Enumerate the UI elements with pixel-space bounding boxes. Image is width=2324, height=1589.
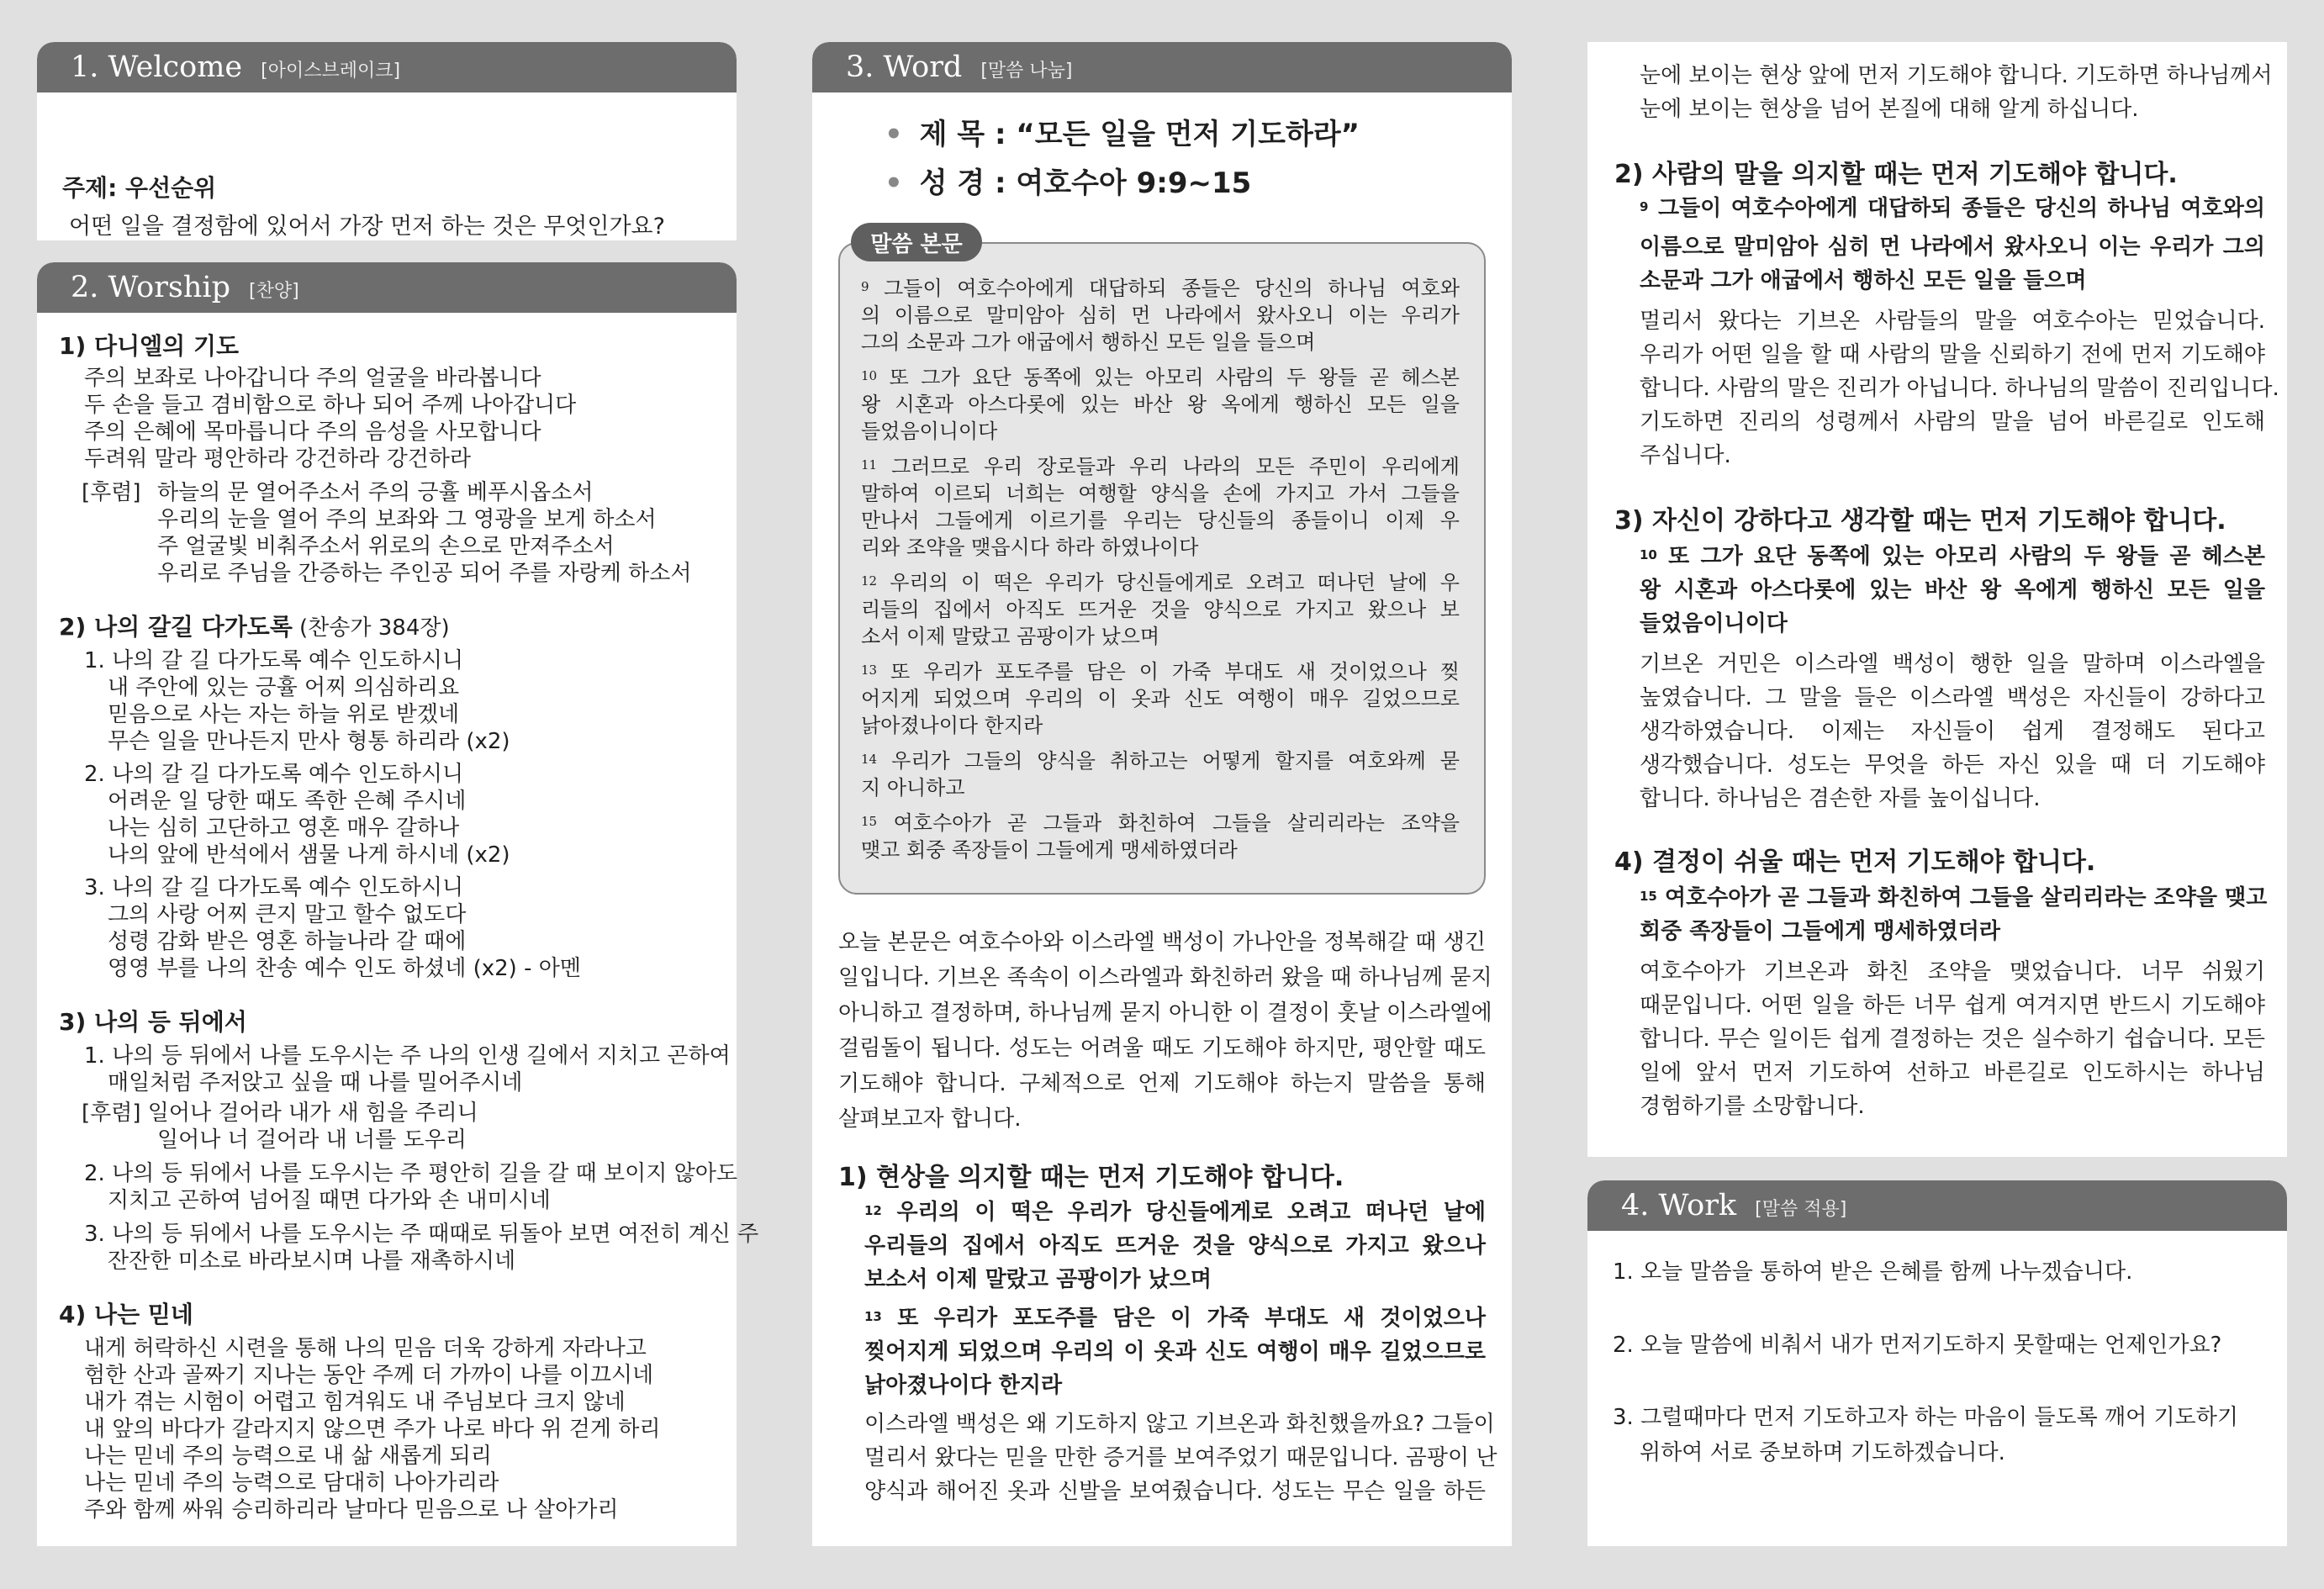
work-panel <box>1587 1180 2287 1546</box>
intro-line: 살펴보고자 합니다. <box>838 1106 1022 1132</box>
point-verse: 우리들의 집에서 아직도 뜨거운 것을 양식으로 가지고 왔으나 <box>864 1233 1486 1259</box>
point-body: 기도하면 진리의 성령께서 사람의 말을 넘어 바른길로 인도해 <box>1640 409 2265 435</box>
lyric-line: 2. 나의 갈 길 다가도록 예수 인도하시니 <box>84 762 464 787</box>
lyric-line: 3. 나의 갈 길 다가도록 예수 인도하시니 <box>84 875 464 900</box>
point-body: 생각했습니다. 성도는 무엇을 하든 자신 있을 때 더 기도해야 <box>1640 752 2265 778</box>
lyric-line: 나는 믿네 주의 능력으로 담대히 나아가리라 <box>84 1470 499 1496</box>
chorus-tag: [후렴] <box>82 480 141 505</box>
worship-subtitle: [찬양] <box>249 281 299 302</box>
point-body: 주십니다. <box>1640 443 1731 468</box>
point-body: 우리가 어떤 일을 할 때 사람의 말을 신뢰하기 전에 먼저 기도해야 <box>1640 342 2265 367</box>
point-verse <box>864 1199 1486 1226</box>
point-body: 양식과 해어진 옷과 신발을 보여줬습니다. 성도는 무슨 일을 하든 <box>864 1479 1486 1504</box>
song-title: 3) 나의 등 뒤에서 <box>59 1008 247 1036</box>
verse-text: 또 우리가 포도주를 담은 이 가죽 부대도 새 것이었으나 찢 <box>890 660 1460 684</box>
verse-line: 들었음이니이다 <box>861 420 998 443</box>
verse-number: 9 <box>1640 199 1649 214</box>
verse-line <box>861 453 1460 480</box>
lyric-line: 나는 믿네 주의 능력으로 내 삶 새롭게 되리 <box>84 1444 492 1469</box>
verse-text: 우리의 이 떡은 우리가 당신들에게로 오려고 떠나던 날에 우 <box>890 571 1460 594</box>
lyric-line: 하늘의 문 열어주소서 주의 긍휼 베푸시옵소서 <box>157 480 594 505</box>
lyric-line: 내가 겪는 시험이 어렵고 힘겨워도 내 주님보다 크지 않네 <box>84 1390 626 1415</box>
verse-line: 그의 소문과 그가 애굽에서 행하신 모든 일을 들으며 <box>861 330 1316 354</box>
verse-line: 말하여 이르되 너희는 여행할 양식을 손에 가지고 가서 그들을 <box>861 482 1460 505</box>
intro-line: 오늘 본문은 여호수아와 이스라엘 백성이 가나안을 정복해갈 때 생긴 <box>838 930 1486 955</box>
bullet-icon: • <box>885 118 903 151</box>
point-title: 1) 현상을 의지할 때는 먼저 기도해야 합니다. <box>838 1163 1344 1192</box>
lyric-line: 우리로 주님을 간증하는 주인공 되어 주를 자랑케 하소서 <box>157 561 692 586</box>
point-title: 2) 사람의 말을 의지할 때는 먼저 기도해야 합니다. <box>1614 160 2178 189</box>
verse-text: 그러므로 우리 장로들과 우리 나라의 모든 주민이 우리에게 <box>891 455 1460 478</box>
welcome-subtitle: [아이스브레이크] <box>261 61 401 82</box>
song-title: 1) 다니엘의 기도 <box>59 332 240 360</box>
point-body: 눈에 보이는 현상 앞에 먼저 기도해야 합니다. 기도하면 하나님께서 <box>1640 63 2273 88</box>
point-body: 이스라엘 백성은 왜 기도하지 않고 기브온과 화친했을까요? 그들이 <box>864 1412 1495 1437</box>
lyric-line: 1. 나의 등 뒤에서 나를 도우시는 주 나의 인생 길에서 지치고 곤하여 <box>84 1043 731 1069</box>
verse-line <box>861 569 1460 596</box>
verse-text: 우리의 이 떡은 우리가 당신들에게로 오려고 떠나던 날에 <box>896 1200 1486 1225</box>
sermon-title: “모든 일을 먼저 기도하라” <box>1016 118 1360 151</box>
lyric-line: 두 손을 들고 겸비함으로 하나 되어 주께 나아갑니다 <box>84 393 577 418</box>
song-title: 4) 나는 믿네 <box>59 1301 193 1328</box>
lyric-line: 험한 산과 골짜기 지나는 동안 주께 더 가까이 나를 이끄시네 <box>84 1363 654 1388</box>
point-verse: 왕 시혼과 아스다롯에 있는 바산 왕 옥에게 행하신 모든 일을 <box>1640 578 2265 603</box>
verse-text: 여호수아가 곧 그들과 화친하여 그들을 살리리라는 조약을 <box>893 811 1460 835</box>
word-title: 3. Word <box>846 50 963 84</box>
lyric-line: 나의 앞에 반석에서 샘물 나게 하시네 (x2) <box>108 842 510 868</box>
lyric-line: 무슨 일을 만나든지 만사 형통 하리라 (x2) <box>108 729 510 754</box>
verse-text: 또 우리가 포도주를 담은 이 가죽 부대도 새 것이었으나 <box>897 1306 1486 1331</box>
work-subtitle: [말씀 적용] <box>1755 1199 1847 1220</box>
point-verse: 들었음이니이다 <box>1640 611 1788 636</box>
sermon-title-label: 제 목 : <box>919 118 1006 151</box>
intro-line: 걸림돌이 됩니다. 성도는 어려울 때도 기도해야 하지만, 평안할 때도 <box>838 1036 1486 1061</box>
lyric-line: [후렴] 일어나 걸어라 내가 새 힘을 주리니 <box>82 1101 478 1126</box>
point-verse: 낡아졌나이다 한지라 <box>864 1373 1063 1398</box>
verse-line: 만나서 그들에게 이르기를 우리는 당신들의 종들이니 이제 우 <box>861 509 1460 532</box>
lyric-line: 우리의 눈을 열어 주의 보좌와 그 영광을 보게 하소서 <box>157 507 657 532</box>
intro-line: 일입니다. 기브온 족속이 이스라엘과 화친하러 왔을 때 하나님께 묻지 <box>838 965 1492 990</box>
scripture-row <box>885 166 1251 200</box>
verse-text: 그들이 여호수아에게 대답하되 종들은 당신의 하나님 여호와 <box>884 277 1460 300</box>
lyric-line: 매일처럼 주저앉고 싶을 때 나를 밀어주시네 <box>108 1070 523 1095</box>
song-title: 2) 나의 갈길 다가도록 <box>59 613 293 641</box>
point-verse: 찢어지게 되었으며 우리의 이 옷과 신도 여행이 매우 길었으므로 <box>864 1339 1486 1365</box>
point-body: 경험하기를 소망합니다. <box>1640 1094 1865 1119</box>
verse-line: 왕 시혼과 아스다롯에 있는 바산 왕 옥에게 행하신 모든 일을 <box>861 393 1460 416</box>
verse-line <box>861 364 1460 391</box>
point-body: 눈에 보이는 현상을 넘어 본질에 대해 알게 하십니다. <box>1640 97 2139 122</box>
lyric-line: 영영 부를 나의 찬송 예수 인도 하셨네 (x2) - 아멘 <box>108 956 581 981</box>
lyric-line: 일어나 너 걸어라 내 너를 도우리 <box>157 1127 467 1153</box>
lyric-line: 주의 보좌로 나아갑니다 주의 얼굴을 바라봅니다 <box>84 366 541 391</box>
point-body: 합니다. 하나님은 겸손한 자를 높이십니다. <box>1640 786 2041 811</box>
lyric-line: 잔잔한 미소로 바라보시며 나를 재촉하시네 <box>108 1248 516 1274</box>
welcome-header <box>37 42 737 92</box>
lyric-line: 주의 은혜에 목마릅니다 주의 음성을 사모합니다 <box>84 420 541 445</box>
scripture-ref: 여호수아 9:9~15 <box>1016 166 1252 200</box>
verse-number: 14 <box>861 752 878 767</box>
verse-text: 그들이 여호수아에게 대답하되 종들은 당신의 하나님 여호와의 <box>1657 196 2265 221</box>
verse-line: 소서 이제 말랐고 곰팡이가 났으며 <box>861 625 1160 648</box>
work-header <box>1587 1180 2287 1231</box>
intro-line: 기도해야 합니다. 구체적으로 언제 기도해야 하는지 말씀을 통해 <box>838 1071 1486 1096</box>
lyric-line: 지치고 곤하여 넘어질 때면 다가와 손 내미시네 <box>108 1188 551 1213</box>
welcome-question: 어떤 일을 결정함에 있어서 가장 먼저 하는 것은 무엇인가요? <box>69 214 665 240</box>
verse-number: 13 <box>861 663 878 678</box>
worship-header <box>37 262 737 313</box>
verse-line: 리들의 집에서 아직도 뜨거운 것을 양식으로 가지고 왔으나 보 <box>861 598 1460 621</box>
lyric-line: 성령 감화 받은 영혼 하늘나라 갈 때에 <box>108 929 467 954</box>
point-body: 일에 앞서 먼저 기도하여 선하고 바른길로 인도하시는 하나님 <box>1640 1060 2265 1085</box>
lyric-line: 1. 나의 갈 길 다가도록 예수 인도하시니 <box>84 648 464 673</box>
lyric-line: 내게 허락하신 시련을 통해 나의 믿음 더욱 강하게 자라나고 <box>84 1336 647 1361</box>
lyric-line: 믿음으로 사는 자는 하늘 위로 받겠네 <box>108 702 460 727</box>
verse-line: 리와 조약을 맺읍시다 하라 하였나이다 <box>861 536 1199 559</box>
verse-line <box>861 810 1460 837</box>
point-body: 생각하였습니다. 이제는 자신들이 쉽게 결정해도 된다고 <box>1640 719 2265 744</box>
point-verse: 이름으로 말미암아 심히 먼 나라에서 왔사오니 이는 우리가 그의 <box>1640 235 2265 260</box>
lyric-line: 두려워 말라 평안하라 강건하라 강건하라 <box>84 446 472 472</box>
verse-line <box>861 747 1460 774</box>
point-body: 기브온 거민은 이스라엘 백성이 행한 일을 말하며 이스라엘을 <box>1640 652 2265 677</box>
point-body: 합니다. 무슨 일이든 쉽게 결정하는 것은 실수하기 쉽습니다. 모든 <box>1640 1027 2265 1052</box>
scripture-label: 성 경 : <box>919 166 1006 200</box>
lyric-line: 주와 함께 싸워 승리하리라 날마다 믿음으로 나 살아가리 <box>84 1497 619 1523</box>
point-verse <box>864 1305 1486 1332</box>
lyric-line: 그의 사랑 어찌 큰지 말고 할수 없도다 <box>108 902 467 927</box>
verse-line: 맺고 회중 족장들이 그들에게 맹세하였더라 <box>861 838 1238 862</box>
verse-number: 15 <box>1640 889 1657 904</box>
scripture-box-tag: 말씀 본문 <box>851 223 982 261</box>
point-title: 4) 결정이 쉬울 때는 먼저 기도해야 합니다. <box>1614 847 2096 877</box>
verse-text: 또 그가 요단 동쪽에 있는 아모리 사람의 두 왕들 곧 헤스본 <box>889 366 1460 389</box>
lyric-line: 내 앞의 바다가 갈라지지 않으면 주가 나로 바다 위 걷게 하리 <box>84 1417 661 1442</box>
verse-number: 10 <box>1640 547 1657 562</box>
verse-line <box>861 275 1460 302</box>
work-item: 2. 오늘 말씀에 비춰서 내가 먼저기도하지 못할때는 언제인가요? <box>1613 1333 2222 1358</box>
point-title: 3) 자신이 강하다고 생각할 때는 먼저 기도해야 합니다. <box>1614 506 2226 536</box>
lyric-line: 나는 심히 고단하고 영혼 매우 갈하나 <box>108 816 460 841</box>
verse-number: 12 <box>864 1203 882 1218</box>
verse-line: 낡아졌나이다 한지라 <box>861 714 1043 737</box>
bullet-icon: • <box>885 166 903 200</box>
point-body: 여호수아가 기브온과 화친 조약을 맺었습니다. 너무 쉬웠기 <box>1640 959 2265 985</box>
verse-text: 여호수아가 곧 그들과 화친하여 그들을 살리리라는 조약을 맺고 <box>1664 885 2268 911</box>
work-item: 1. 오늘 말씀을 통하여 받은 은혜를 함께 나누겠습니다. <box>1613 1259 2133 1285</box>
sermon-title-row <box>885 118 1360 151</box>
verse-line <box>861 658 1460 685</box>
welcome-topic: 주제: 우선순위 <box>62 174 217 202</box>
verse-number: 9 <box>861 279 869 294</box>
point-verse <box>1640 543 2265 570</box>
verse-line: 의 이름으로 말미암아 심히 먼 나라에서 왔사오니 이는 우리가 <box>861 304 1460 327</box>
work-title: 4. Work <box>1621 1189 1737 1222</box>
point-verse <box>1640 195 2265 222</box>
lyric-line: 2. 나의 등 뒤에서 나를 도우시는 주 평안히 길을 갈 때 보이지 않아도 <box>84 1161 737 1186</box>
lyric-line: 내 주안에 있는 긍휼 어찌 의심하리요 <box>108 675 460 700</box>
point-verse: 회중 족장들이 그들에게 맹세하였더라 <box>1640 919 2001 944</box>
verse-text: 또 그가 요단 동쪽에 있는 아모리 사람의 두 왕들 곧 헤스본 <box>1668 544 2266 569</box>
verse-line: 지 아니하고 <box>861 776 965 800</box>
point-body: 멀리서 왔다는 믿을 만한 증거를 보여주었기 때문입니다. 곰팡이 난 <box>864 1445 1497 1470</box>
worship-title: 2. Worship <box>71 271 231 304</box>
verse-number: 13 <box>864 1309 882 1324</box>
work-item: 3. 그럴때마다 먼저 기도하고자 하는 마음이 들도록 깨어 기도하기 <box>1613 1405 2238 1430</box>
verse-line: 어지게 되었으며 우리의 이 옷과 신도 여행이 매우 길었으므로 <box>861 687 1460 710</box>
intro-line: 아니하고 결정하며, 하나님께 묻지 아니한 이 결정이 훗날 이스라엘에 <box>838 1000 1492 1026</box>
verse-number: 10 <box>861 368 878 383</box>
verse-text: 우리가 그들의 양식을 취하고는 어떻게 할지를 여호와께 묻 <box>891 749 1460 773</box>
lyric-line: 주 얼굴빛 비춰주소서 위로의 손으로 만져주소서 <box>157 534 615 559</box>
point-body: 때문입니다. 어떤 일을 하든 너무 쉽게 여겨지면 반드시 기도해야 <box>1640 993 2265 1018</box>
point-verse: 소문과 그가 애굽에서 행하신 모든 일을 들으며 <box>1640 268 2087 293</box>
lyric-line: 어려운 일 당한 때도 족한 은혜 주시네 <box>108 789 467 814</box>
word-subtitle: [말씀 나눔] <box>980 61 1073 82</box>
verse-number: 11 <box>861 457 878 472</box>
lyric-line: 3. 나의 등 뒤에서 나를 도우시는 주 때때로 뒤돌아 보면 여전히 계신 주 <box>84 1222 759 1247</box>
welcome-title: 1. Welcome <box>71 50 243 84</box>
point-body: 높였습니다. 그 말을 들은 이스라엘 백성은 자신들이 강하다고 <box>1640 685 2265 710</box>
verse-number: 15 <box>861 814 878 829</box>
welcome-panel <box>37 42 737 240</box>
point-verse: 보소서 이제 말랐고 곰팡이가 났으며 <box>864 1267 1212 1292</box>
point-verse <box>1640 884 2268 911</box>
point-body: 멀리서 왔다는 기브온 사람들의 말을 여호수아는 믿었습니다. <box>1640 309 2265 334</box>
work-item: 위하여 서로 중보하며 기도하겠습니다. <box>1640 1440 2005 1465</box>
verse-number: 12 <box>861 573 878 589</box>
word-header <box>812 42 1512 92</box>
point-body: 합니다. 사람의 말은 진리가 아닙니다. 하나님의 말씀이 진리입니다. <box>1640 376 2279 401</box>
song-note: (찬송가 384장) <box>299 615 450 641</box>
